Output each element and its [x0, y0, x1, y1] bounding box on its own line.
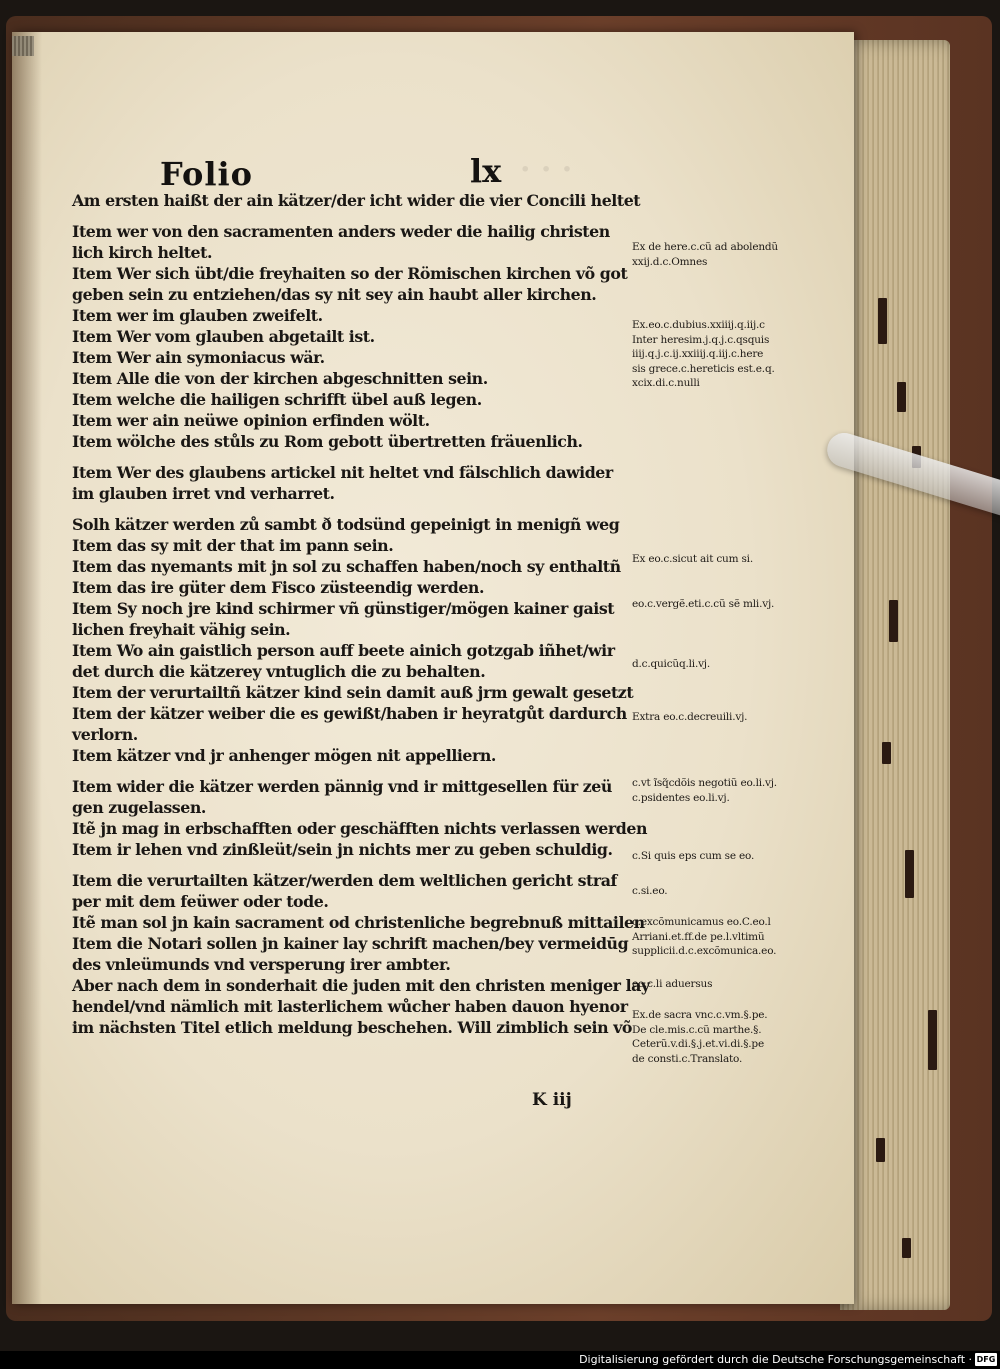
text-line: geben sein zu entziehen/das sy nit sey ain haubt aller kirchen.: [72, 285, 597, 304]
text-line: Item Wer ain symoniacus wär.: [72, 348, 325, 367]
text-line: Item die Notari sollen jn kainer lay schrift machen/bey vermeidūg: [72, 934, 629, 953]
margin-note: [632, 884, 832, 899]
margin-note-line: supplicii.d.c.excõmunica.eo.: [632, 945, 777, 957]
text-line: Item der kätzer weiber die es gewißt/haben ir heyratgůt dardurch: [72, 704, 627, 723]
margin-note: [632, 977, 832, 992]
text-line: Am ersten haißt der ain kätzer/der icht wider die vier Concili heltet: [72, 191, 641, 210]
thumb-tab: [882, 742, 891, 764]
text-line: Item wer im glauben zweifelt.: [72, 306, 323, 325]
text-line: Item wer ain neüwe opinion erfinden wölt.: [72, 411, 430, 430]
margin-note-line: eo.c.li aduersus: [632, 978, 713, 990]
text-line: lich kirch heltet.: [72, 243, 213, 262]
thumb-tab: [905, 850, 914, 898]
text-line: im glauben irret vnd verharret.: [72, 484, 335, 503]
margin-note-line: xcix.di.c.nulli: [632, 377, 700, 389]
text-line: Aber nach dem in sonderhait die juden mit den christen meniger lay: [72, 976, 650, 995]
margin-note-line: d.c.quicũq.li.vj.: [632, 658, 711, 670]
margin-note: [632, 318, 832, 391]
text-line: Itẽ jn mag in erbschafften oder geschäfften nichts verlassen werden: [72, 819, 647, 838]
text-line: Item Wer sich übt/die freyhaiten so der Römischen kirchen võ got: [72, 264, 628, 283]
spine-thread: [12, 36, 34, 56]
margin-note: [632, 849, 832, 864]
thumb-tab: [902, 1238, 911, 1258]
margin-note: [632, 657, 832, 672]
text-line: Item der verurtailtñ kätzer kind sein damit auß jrm gewalt gesetzt: [72, 683, 634, 702]
text-line: Item wer von den sacramenten anders weder die hailig christen: [72, 222, 610, 241]
thumb-tab: [897, 382, 906, 412]
text-line: Item das nyemants mit jn sol zu schaffen haben/noch sy enthaltñ: [72, 557, 621, 576]
margin-note-line: c.psidentes eo.li.vj.: [632, 791, 730, 804]
text-line: verlorn.: [72, 725, 138, 744]
text-line: det durch die kätzerey vntuglich die zu behalten.: [72, 662, 486, 681]
footer-bar: [0, 1351, 1000, 1369]
text-line: Item das ire güter dem Fisco züsteendig werden.: [72, 578, 484, 597]
gutter-shadow: [12, 32, 42, 1304]
margin-note: [632, 1008, 832, 1066]
text-line: Item wider die kätzer werden pännig vnd ir mittgesellen für zeü: [72, 777, 612, 796]
text-line: Solh kätzer werden zů sambt ð todsünd gepeinigt in menigñ weg: [72, 515, 620, 534]
margin-note-line: c.si.eo.: [632, 885, 668, 897]
folio-number: lx: [470, 152, 502, 190]
catchword: K iij: [532, 1090, 572, 1110]
margin-note-line: sis grece.c.hereticis est.e.q.: [632, 362, 775, 375]
margin-note-line: Extra eo.c.decreuili.vj.: [632, 711, 748, 723]
text-line: Item Wo ain gaistlich person auff beete ainich gotzgab iñhet/wir: [72, 641, 615, 660]
margin-note-line: Ex eo.c.sicut ait cum si.: [632, 553, 753, 565]
text-line: Item kätzer vnd jr anhenger mögen nit appelliern.: [72, 746, 496, 765]
margin-note-line: iiij.q.j.c.ij.xxiiij.q.iij.c.here: [632, 348, 764, 360]
text-line: im nächsten Titel etlich meldung beschehen. Will zimblich sein võ: [72, 1018, 633, 1037]
text-line: gen zugelassen.: [72, 798, 206, 817]
funding-credit: Digitalisierung gefördert durch die Deutsche Forschungsgemeinschaft ·: [579, 1353, 972, 1366]
text-line: Itẽ man sol jn kain sacrament od christenliche begrebnuß mittailen: [72, 913, 645, 932]
dfg-logo: DFG: [976, 1355, 996, 1364]
margin-note: [632, 710, 832, 725]
folio-label: Folio: [160, 155, 253, 193]
margin-note: [632, 915, 832, 959]
text-line: Item Wer vom glauben abgetailt ist.: [72, 327, 375, 346]
margin-note-line: eo.c.vergẽ.eti.c.cũ sẽ mli.vj.: [632, 598, 775, 610]
text-line: Item Wer des glaubens artickel nit heltet vnd fälschlich dawider: [72, 463, 613, 482]
show-through: · · ·: [520, 152, 573, 187]
thumb-tab: [889, 600, 898, 642]
margin-note-line: c.excõmunicamus eo.C.eo.l: [632, 916, 771, 928]
text-line: lichen freyhait vähig sein.: [72, 620, 291, 639]
margin-note: [632, 597, 832, 612]
margin-note: [632, 552, 832, 567]
thumb-tab: [878, 298, 887, 344]
text-line: Item das sy mit der that im pann sein.: [72, 536, 394, 555]
text-line: per mit dem feüwer oder tode.: [72, 892, 329, 911]
margin-note: [632, 776, 832, 805]
text-line: Item wölche des stůls zu Rom gebott übertretten fräuenlich.: [72, 432, 583, 451]
margin-note-line: c.vt ĩsq̃cdõis negotiũ eo.li.vj.: [632, 777, 777, 789]
margin-note-line: Ceterũ.v.di.§.j.et.vi.di.§.pe: [632, 1038, 764, 1050]
text-line: Item ir lehen vnd zinßleüt/sein jn nichts mer zu geben schuldig.: [72, 840, 613, 859]
margin-note-line: Ex de here.c.cũ ad abolendũ: [632, 241, 778, 253]
margin-note-line: c.Si quis eps cum se eo.: [632, 850, 755, 862]
margin-note: [632, 240, 832, 269]
text-line: des vnleümunds vnd versperung irer ambter.: [72, 955, 451, 974]
text-line: Item die verurtailten kätzer/werden dem weltlichen gericht straf: [72, 871, 617, 890]
margin-note-line: Arriani.et.ff.de pe.l.vltimũ: [632, 930, 765, 943]
margin-note-line: De cle.mis.c.cũ marthe.§.: [632, 1023, 762, 1036]
page-edges: [840, 40, 950, 1310]
thumb-tab: [876, 1138, 885, 1162]
margin-note-line: Ex.eo.c.dubius.xxiiij.q.iij.c: [632, 319, 765, 331]
text-line: Item welche die hailigen schrifft übel auß legen.: [72, 390, 482, 409]
margin-note-line: Inter heresim.j.q.j.c.qsquis: [632, 333, 770, 346]
thumb-tab: [928, 1010, 937, 1070]
margin-note-line: de consti.c.Translato.: [632, 1052, 743, 1065]
margin-note-line: xxij.d.c.Omnes: [632, 255, 708, 268]
text-line: Item Alle die von der kirchen abgeschnitten sein.: [72, 369, 488, 388]
margin-note-line: Ex.de sacra vnc.c.vm.§.pe.: [632, 1009, 768, 1021]
text-line: hendel/vnd nämlich mit lasterlichem wůcher haben dauon hyenor: [72, 997, 628, 1016]
text-line: Item Sy noch jre kind schirmer vñ günstiger/mögen kainer gaist: [72, 599, 615, 618]
